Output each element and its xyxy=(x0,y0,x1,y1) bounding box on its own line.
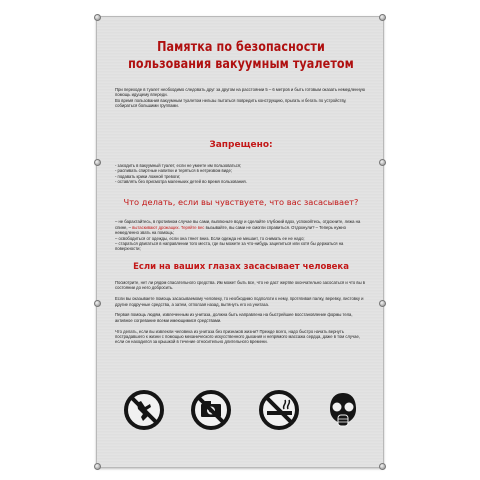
eyes-heading: Если на ваших глазах засасывает человека xyxy=(133,262,349,272)
forbidden-list: - заходить в вакуумный туалет, если не умеете им пользоваться; - распивать спиртные напитки и теряться в нетрезвом виде; - подавать крики ложной тревоги; - оставлять без присмотра маленьких детей во время пользования. xyxy=(115,163,247,185)
screw-bottom-left xyxy=(94,463,101,470)
title-line-1: Памятка по безопасности xyxy=(157,40,325,55)
no-smoking-icon xyxy=(258,389,300,431)
forbidden-heading: Запрещено: xyxy=(209,140,273,150)
suck-instructions xyxy=(115,214,367,252)
screw-right-upper xyxy=(379,159,386,166)
screw-left-upper xyxy=(94,159,101,166)
intro-text: При переходе в туалет необходимо следовать друг за другом на расстоянии 5 – 6 метров и быть готовым оказать немедленную помощь идущему впереди. Во время пользования вакуумным туалетом нельзы пытаться повредить конструкцию, прыгать и бегать по устройству, собираться большими группами. xyxy=(115,87,365,109)
suck-text-highlight: вытаскивают дрожащих. Теряйте вес xyxy=(132,224,205,230)
screw-bottom-right xyxy=(379,463,386,470)
eyes-instructions: Посмотрите, нет ли рядом спасательного средства. Им может быть все, что не даст жертве окончательно засосаться и что вы в состоянии до него добросить. Если вы оказываете помощь засасываемому человеку, то необходимо подползти к нему, протягивая палку, веревку, листовку и другие подручные средства, а затем, отползая назад, вытянуть его из унитаза. Первая помощь людям, извлеченным из унитаза, должна быть направлена на быстрейшее восстановление формы тела, активное согревание всеми имеющимися средствами. Что делать, если вы извлекли человека из унитаза без признаков жизни? Прежде всего, надо быстро начать вернуть пострадавшего к жизни с помощью механического искусственного дыхания и непрямого массажа сердца, даже в том случае, если он находился за крышкой в течение относительно длительного времени. xyxy=(115,280,366,345)
screw-top-left xyxy=(94,14,101,21)
suck-text-part-1: – не барахтайтесь, в противном случае вы сами, выплюньте воду и сделайте глубокий вдох, успокойтесь, отдохните, лежа на спине, – xyxy=(115,219,361,230)
title-line-2: пользования вакуумным туалетом xyxy=(128,57,354,72)
page-title xyxy=(117,39,365,73)
gas-mask-icon xyxy=(322,389,364,431)
screw-top-right xyxy=(379,14,386,21)
screw-left-lower xyxy=(94,300,101,307)
safety-plate xyxy=(96,16,384,468)
no-swimming-icon xyxy=(123,389,165,431)
pictogram-row xyxy=(117,389,367,433)
suck-text-part-2: вызывайте, вы сами не смогли справиться. Отдохнули? – Теперь нужно немедленно звать на помощь; – освободиться от одежды, если она тянет вниз. Если одежда не мешает, то снимать ее не надо; – стараться двигаться в направлении того места, где вы можете за что-нибудь зацепиться или хотя бы держаться на поверхности; xyxy=(115,224,346,252)
screw-right-lower xyxy=(379,300,386,307)
no-photo-icon xyxy=(190,389,232,431)
suck-heading: Что делать, если вы чувствуете, что вас засасывает? xyxy=(123,197,359,207)
